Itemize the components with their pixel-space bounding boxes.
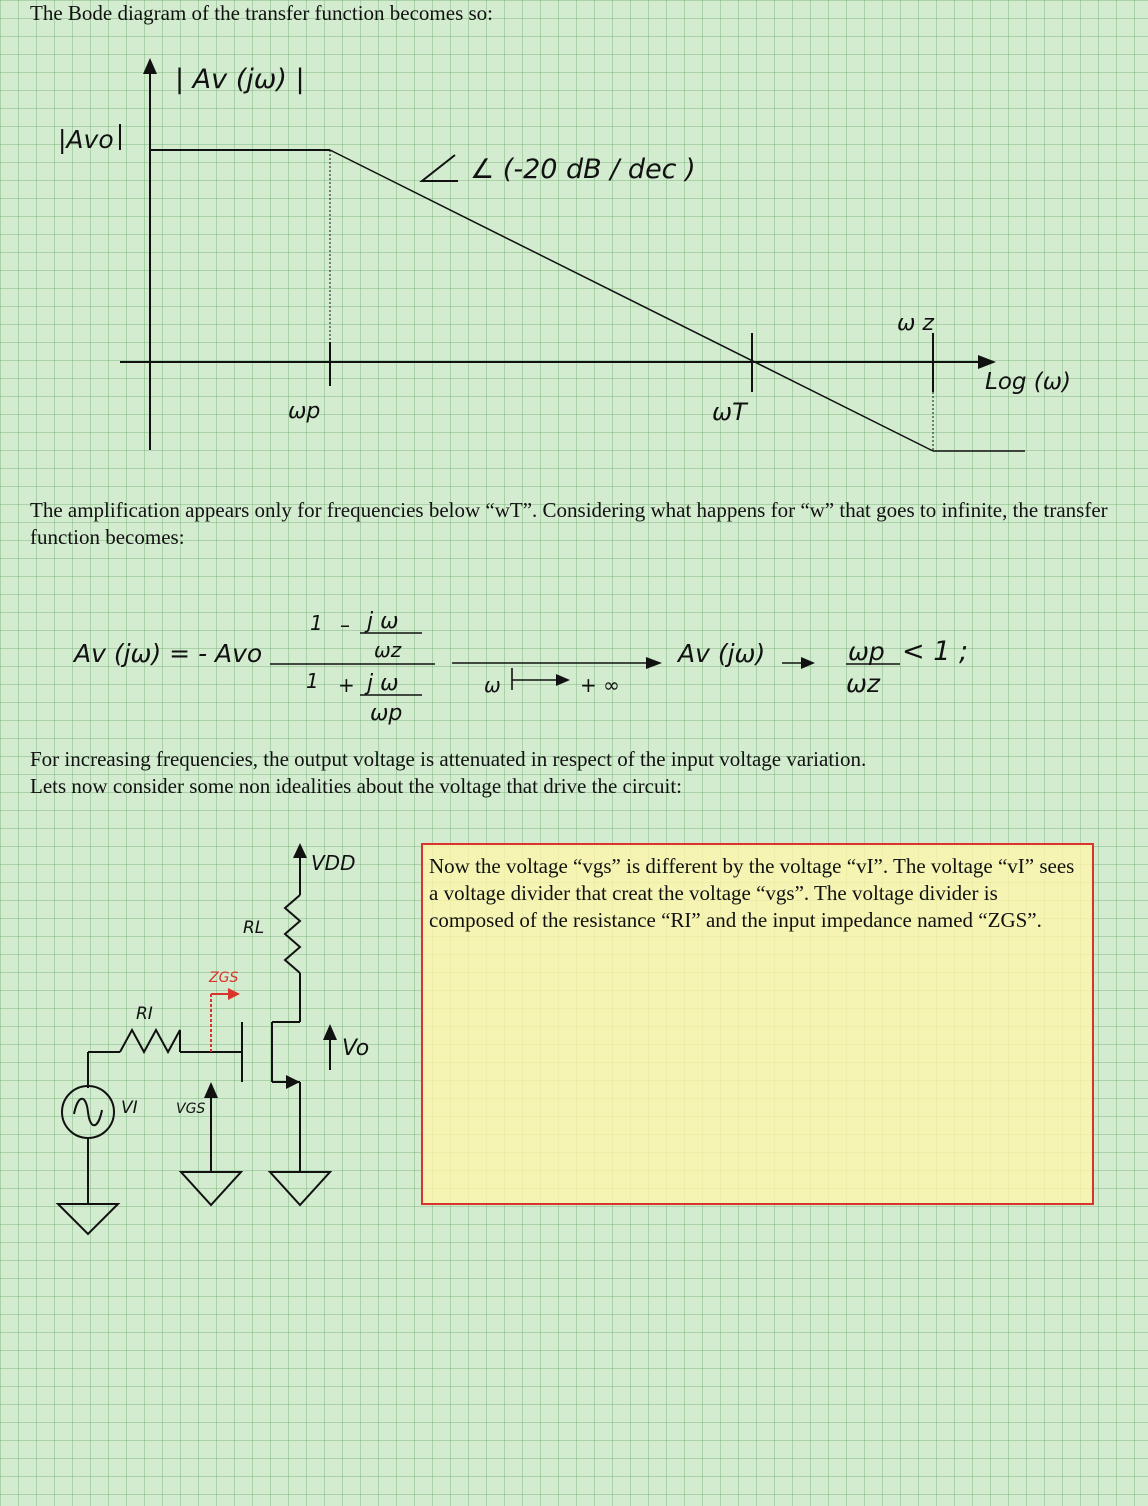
rl-resistor: [285, 895, 300, 973]
ratio-compare: < 1 ;: [902, 636, 969, 667]
mosfet-source-arrow: [286, 1075, 300, 1089]
formula-lhs: Av (jω) = - Avo: [74, 639, 263, 668]
num-minus: –: [340, 613, 350, 637]
note-box: Now the voltage “vgs” is different by the voltage “vI”. The voltage “vI” sees a voltage divider that creat the voltage “vgs”. The voltage divider is composed of the resistance “RI” and the input impedance named “ZGS”.: [421, 843, 1094, 1205]
ratio-den: ωz: [846, 669, 881, 698]
y-axis-label: | Av (jω) |: [175, 64, 305, 95]
zgs-label: ZGS: [209, 970, 239, 986]
num-one: 1: [310, 611, 323, 635]
den-wp: ωp: [370, 701, 403, 726]
slope-label: ∠ (-20 dB / dec ): [470, 154, 696, 185]
source-circle: [62, 1086, 114, 1138]
wt-label: ωT: [712, 398, 747, 426]
wz-label: ω z: [897, 311, 934, 336]
vo-label: Vo: [342, 1036, 370, 1061]
den-jw: j ω: [367, 671, 399, 696]
ri-resistor: [120, 1030, 180, 1052]
x-axis-label: Log (ω): [985, 369, 1072, 395]
den-plus: +: [338, 673, 355, 697]
vgs-arrow: [204, 1082, 218, 1098]
slope-angle-icon: [422, 155, 458, 181]
vdd-label: VDD: [311, 851, 356, 875]
avo-label: |Avo: [58, 125, 114, 154]
vgs-label: VGS: [176, 1101, 206, 1117]
wp-label: ωp: [288, 399, 321, 424]
bode-diagram: [0, 0, 1148, 470]
y-axis-arrow: [143, 58, 157, 74]
x-axis-arrow: [978, 355, 996, 369]
rl-label: RL: [243, 918, 265, 938]
limit-inf: + ∞: [580, 673, 620, 697]
den-one: 1: [306, 669, 319, 693]
vgs-ground: [181, 1172, 241, 1205]
slope-line: [330, 150, 933, 451]
num-jw: j ω: [367, 609, 399, 634]
vi-label: VI: [121, 1098, 138, 1118]
vo-arrow: [323, 1024, 337, 1040]
zgs-arrow: [228, 988, 240, 1000]
limit-var: ω: [484, 673, 501, 697]
paragraph-3: Lets now consider some non idealities about the voltage that drive the circuit:: [30, 774, 682, 798]
paragraph-2: For increasing frequencies, the output voltage is attenuated in respect of the input voltage variation.: [30, 747, 867, 771]
paragraph-2-block: [30, 746, 1120, 800]
sine-wave-icon: [74, 1099, 102, 1126]
input-ground: [58, 1204, 118, 1234]
vdd-arrow: [293, 843, 307, 858]
formula-result: Av (jω): [678, 639, 766, 668]
source-ground: [270, 1172, 330, 1205]
ratio-num: ωp: [848, 637, 885, 666]
ri-label: RI: [136, 1004, 153, 1024]
paragraph-1: The amplification appears only for frequencies below “wT”. Considering what happens for “w” that goes to infinite, the transfer function becomes:: [30, 498, 1108, 549]
num-wz: ωz: [374, 638, 402, 662]
intro-text: The Bode diagram of the transfer function becomes so:: [30, 1, 494, 25]
